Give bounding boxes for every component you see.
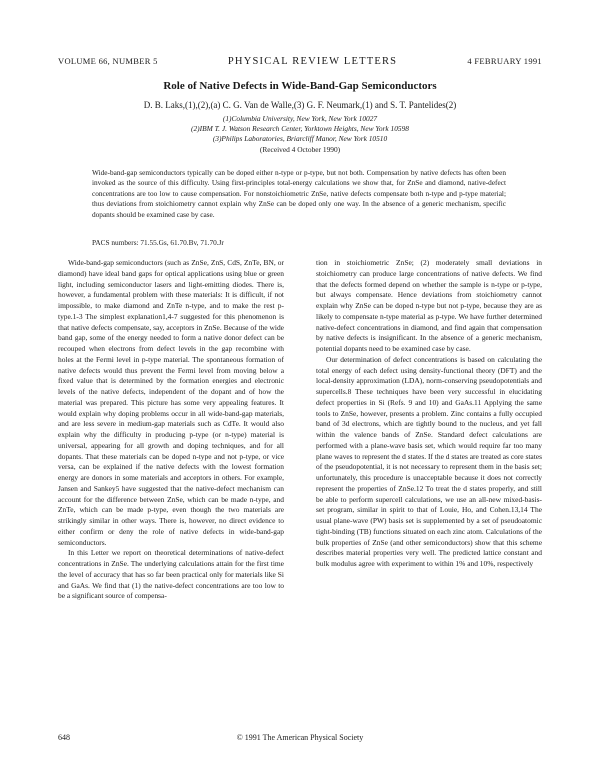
body-paragraph: tion in stoichiometric ZnSe; (2) moderately small deviations in stoichiometry can produce large concentrations of native defects. We find that the defects formed depend on whether the sample is n-type or p-type, but always compensate. Hence deviations from stoichiometry cannot explain why ZnSe can be doped n-type but not p-type, because they are as likely to compensate n-type material as p-type. We have further determined native-defect concentrations in diamond, and find again that compensation by native defects is insignificant. In the absence of a generic mechanism, potential dopants need to be examined case by case. (316, 258, 542, 353)
issue-date: 4 FEBRUARY 1991 (467, 56, 542, 66)
affiliation-2: (2)IBM T. J. Watson Research Center, Yorktown Heights, New York 10598 (190, 124, 409, 133)
abstract: Wide-band-gap semiconductors typically can be doped either n-type or p-type, but not both. Compensation by native defects has often been invoked as the source of this difficulty. Using first-principles total-energy calculations we show that, for ZnSe and diamond, native-defect concentrations are too low to cause compensation. For nonstoichiometric ZnSe, native defects compensate both n-type and p-type material; thus deviations from stoichiometry cannot explain why ZnSe can be doped only one way. In the absence of a generic mechanism, specific dopants should be examined case by case. (92, 168, 506, 219)
volume-label: VOLUME 66, NUMBER 5 (58, 56, 158, 66)
body-paragraph: In this Letter we report on theoretical determinations of native-defect concentrations in ZnSe. The underlying calculations attain for the first time the level of accuracy that has so far been practical only for materials like Si and GaAs. We find that (1) the native-defect concentrations are too low to be a significant source of compensa- (58, 548, 284, 601)
affiliation-3: (3)Philips Laboratories, Briarcliff Manor, New York 10510 (212, 134, 388, 143)
body-paragraph: Wide-band-gap semiconductors (such as ZnSe, ZnS, CdS, ZnTe, BN, or diamond) have ideal band gaps for optical applications using blue or green light, including semiconductor lasers and light-emitting diodes. There is, however, a fundamental problem with these materials: It is difficult, if not impossible, to make diamond and ZnTe n-type, and to make the rest p-type.1-3 The simplest explanation1,4-7 suggested for this phenomenon is that native defects compensate, say, acceptors in ZnSe. Because of the wide band gap, some of the energy needed to form a native donor defect can be recouped when electrons from defect levels in the gap recombine with holes at the Fermi level in p-type material. The spontaneous formation of native defects would thus prevent the Fermi level from moving below a fixed value that is determined by the formation energies and electronic levels of the native defects, independent of the dopant and of how the material was prepared. This picture has some very appealing features. It would explain why doping problems occur in all wide-band-gap materials, and are less severe in medium-gap materials such as CdTe. It would also explain why the difficulty in producing p-type (or n-type) material is universal, appearing for all growth and doping techniques, and for all dopants. That these materials can be doped n-type and not p-type, or vice versa, can be explained if the native defects with the lowest formation energy are donors in some materials and acceptors in others. For example, Jansen and Sankey5 have suggested that the native-defect mechanism can account for the difference between ZnSe, which can be made n-type, and ZnTe, which can be made p-type, even though the two materials are strikingly similar in other ways. There is, however, no direct evidence to either confirm or deny the role of native defects in wide-band-gap semiconductors. (58, 258, 284, 547)
received-date: (Received 4 October 1990) (259, 145, 341, 154)
left-column (58, 258, 284, 602)
journal-name: PHYSICAL REVIEW LETTERS (227, 56, 398, 67)
right-column (316, 258, 542, 570)
body-paragraph: Our determination of defect concentrations is based on calculating the total energy of each defect using density-functional theory (DFT) and the local-density approximation (LDA), norm-conserving pseudopotentials and supercells.8 These techniques have been very successful in elucidating defect properties in Si (Refs. 9 and 10) and GaAs.11 Applying the same tools to ZnSe, however, presents a problem. Zinc contains a fully occupied band of 3d electrons, which are tightly bound to the nucleus, and yet fall within the valence bands of ZnSe. Standard defect calculations are performed with a plane-wave basis set, which would require far too many plane waves to represent the d states. If the d states are treated as core states of the pseudopotential, it is not necessary to represent them in the basis set; unfortunately, this procedure is unacceptable because it does not correctly represent the properties of ZnSe.12 To treat the d states properly, and still be able to perform supercell calculations, we use an all-new mixed-basis-set program, similar in spirit to that of Louie, Ho, and Cohen.13,14 The usual plane-wave (PW) basis set is supplemented by a set of pseudoatomic tight-binding (TB) functions situated on each zinc atom. Calculations of the bulk properties of ZnSe (and other semiconductors) show that this scheme describes material properties very well. The predicted lattice constant and bulk modulus agree with experiment to within 1% and 10%, respectively (316, 354, 542, 568)
page-number: 648 (58, 733, 70, 742)
paper-title: Role of Native Defects in Wide-Band-Gap Semiconductors (163, 80, 437, 92)
affiliation-1: (1)Columbia University, New York, New York 10027 (222, 114, 378, 123)
pacs-numbers: PACS numbers: 71.55.Gs, 61.70.Bv, 71.70.Jr (92, 238, 224, 247)
author-list: D. B. Laks,(1),(2),(a) C. G. Van de Walle,(3) G. F. Neumark,(1) and S. T. Pantelides(2) (143, 100, 457, 110)
running-header (58, 56, 542, 67)
copyright-notice: © 1991 The American Physical Society (236, 733, 364, 742)
